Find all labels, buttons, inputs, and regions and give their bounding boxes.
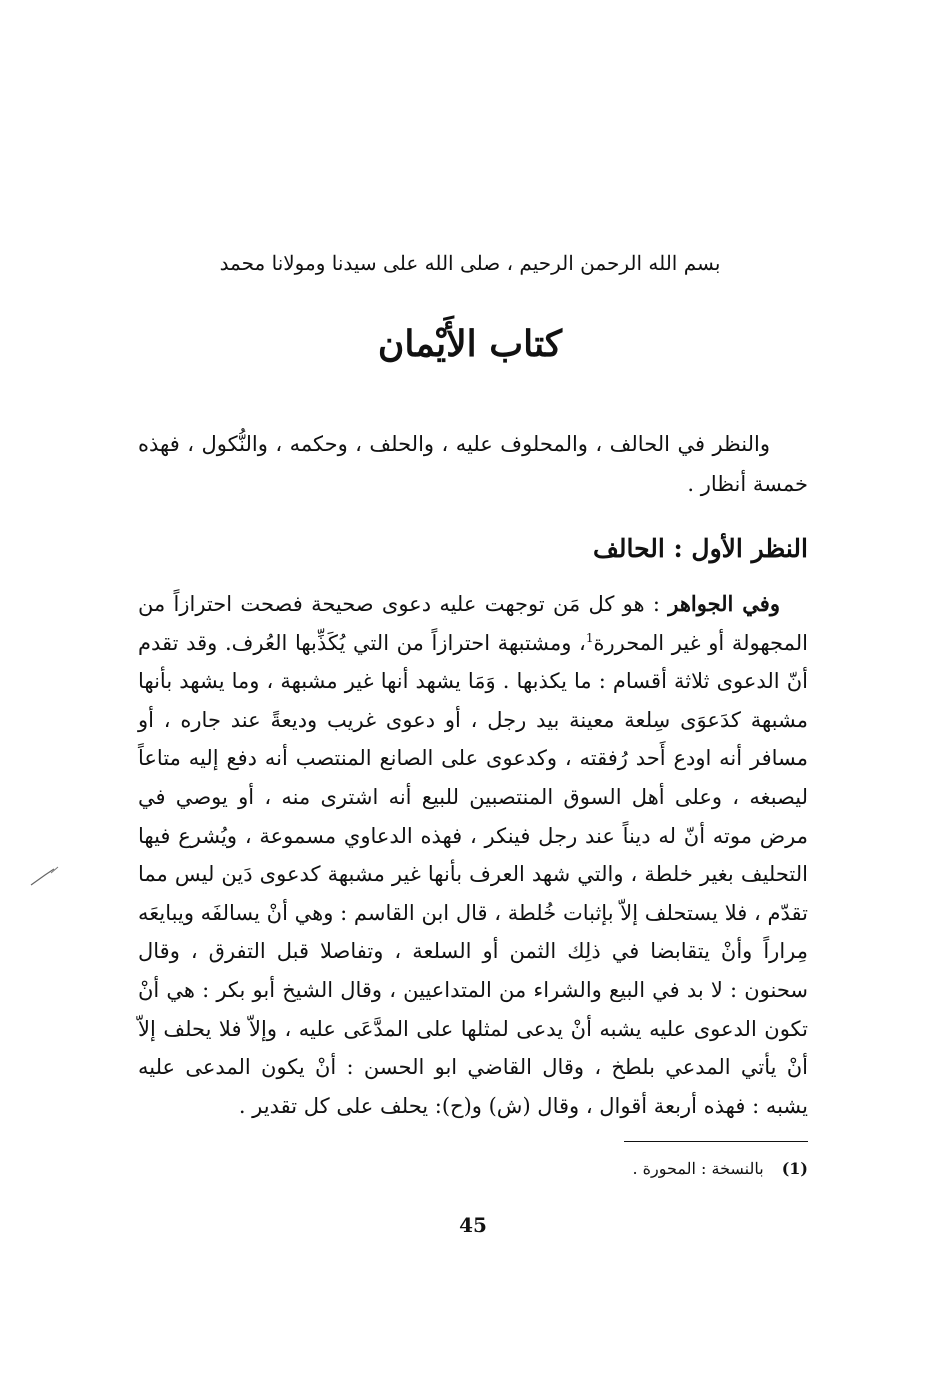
footnote-reference[interactable]: 1 [585, 630, 594, 645]
intro-paragraph: والنظر في الحالف ، والمحلوف عليه ، والحلف ، وحكمه ، والنُّكول ، فهذه خمسة أنظار . [138, 432, 808, 496]
page-number: 45 [459, 1213, 487, 1237]
margin-pencil-mark-icon [28, 862, 62, 888]
section-heading: النظر الأول : الحالف [592, 534, 808, 563]
footnote-text: بالنسخة : المحورة . [632, 1159, 764, 1178]
footnote-divider [624, 1141, 808, 1142]
paragraph-text-part-1: : هو كل مَن توجهت عليه دعوى صحيحة فصحت احترازاً من المجهولة أو غير المحررة [138, 592, 808, 655]
footnote [138, 1156, 808, 1182]
book-title: كتاب الأَيْمان [377, 323, 563, 365]
paragraph-lead-word: وفي الجواهر [668, 591, 780, 616]
body-paragraph [138, 585, 808, 1125]
footnote-number: (1) [781, 1159, 808, 1178]
basmala: بسم الله الرحمن الرحيم ، صلى الله على سيدنا ومولانا محمد [219, 251, 721, 275]
paragraph-text-part-2: ، ومشتبهة احترازاً من التي يُكَذِّبها العُرف. وقد تقدم أنّ الدعوى ثلاثة أقسام : ما يكذبها . وَمَا يشهد أنها غير مشبهة ، وما يشهد بأنها مشبهة كدَعوَى سِلعة معينة بيد رجل ، أو دعوى غريب وديعةً عند جاره ، أو مسافر أنه اودع أَحد رُفقته ، وكدعوى على الصانع المنتصب أنه دفع إليه متاعاً ليصبغه ، وعلى أهل السوق المنتصبين للبيع أنه اشترى منه ، أو يوصي في مرض موته أنّ له ديناً عند رجل فينكر ، فهذه الدعاوي مسموعة ، ويُشرع فيها التحليف بغير خلطة ، والتي شهد العرف بأنها غير مشبهة كدعوى دَين ليس مما تقدّم ، فلا يستحلف إلاّ بإثبات خُلطة ، قال ابن القاسم : وهي أنْ يسالفَه ويبايعَه مِراراً وأنْ يتقابضا في ذلِك الثمن أو السلعة ، وتفاصلا قبل التفرق ، وقال سحنون : لا بد في البيع والشراء من المتداعيين ، وقال الشيخ أبو بكر : هي أنْ تكون الدعوى عليه يشبه أنْ يدعى لمثلها على المدَّعَى عليه ، وإلاّ فلا يحلف إلاّ أنْ يأتي المدعي بلطخ ، وقال القاضي ابو الحسن : أنْ يكون المدعى عليه يشبه : فهذه أربعة أقوال ، وقال (ش) و(ح): يحلف على كل تقدير . [138, 630, 808, 1118]
